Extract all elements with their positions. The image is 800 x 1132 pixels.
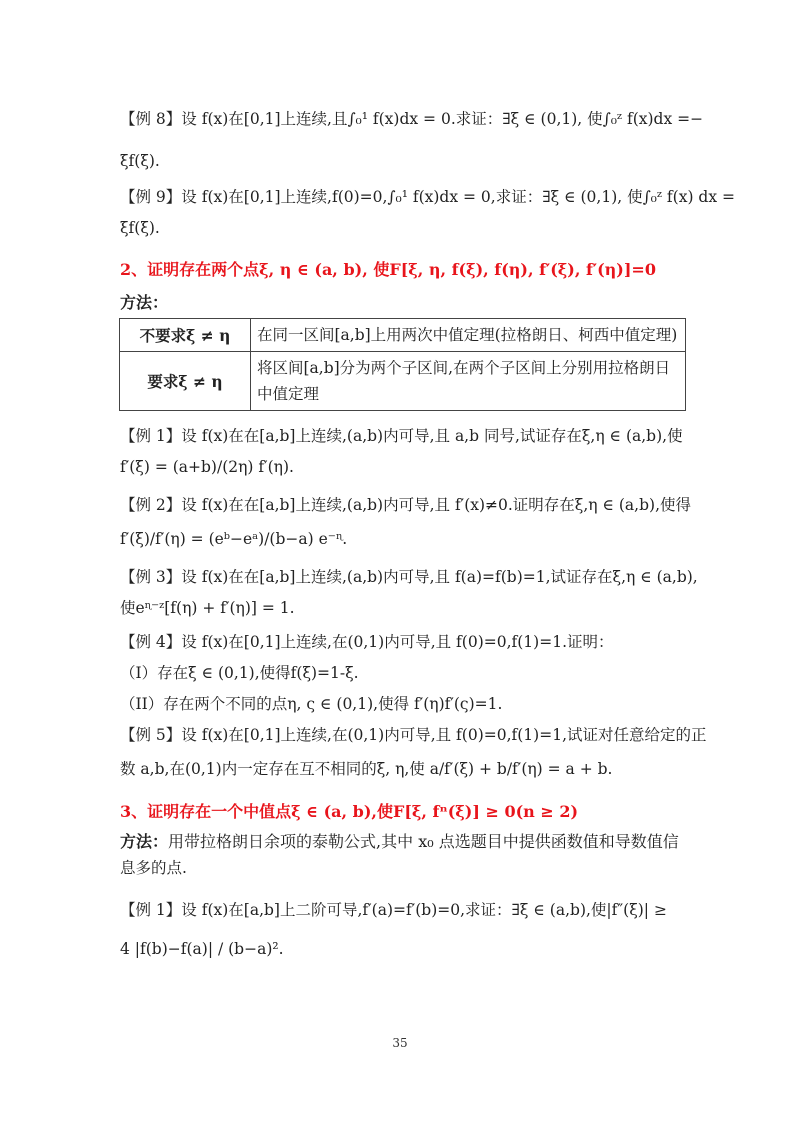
table-cell-value: 将区间[a,b]分为两个子区间,在两个子区间上分别用拉格朗日中值定理 xyxy=(251,352,686,411)
section-3-example-1-line-1: 【例 1】设 f(x)在[a,b]上二阶可导,f′(a)=f′(b)=0,求证：∃ξ ∈ (a,b),使|f″(ξ)| ≥ xyxy=(120,901,667,919)
table-cell-value: 在同一区间[a,b]上用两次中值定理(拉格朗日、柯西中值定理) xyxy=(251,319,686,352)
table-row xyxy=(120,352,686,411)
page-number: 35 xyxy=(392,1036,408,1050)
example-4-part-1: （I）存在ξ ∈ (0,1),使得f(ξ)=1-ξ. xyxy=(120,664,359,682)
section-3-example-1-line-2: 4 |f(b)−f(a)| / (b−a)². xyxy=(120,940,284,958)
example-9-line-2: ξf(ξ). xyxy=(120,219,160,237)
method-table xyxy=(119,318,686,411)
example-4-part-2: （II）存在两个不同的点η, ς ∈ (0,1),使得 f′(η)f′(ς)=1. xyxy=(120,695,503,713)
method-paragraph-continuation: 息多的点. xyxy=(120,859,187,877)
table-cell-key: 要求ξ ≠ η xyxy=(120,352,251,411)
method-text: 用带拉格朗日余项的泰勒公式,其中 x₀ 点选题目中提供函数值和导数值信 xyxy=(168,832,679,851)
example-1-line-1: 【例 1】设 f(x)在在[a,b]上连续,(a,b)内可导,且 a,b 同号,试证存在ξ,η ∈ (a,b),使 xyxy=(120,427,683,445)
method-paragraph-section-3 xyxy=(120,829,679,852)
example-8-line-2: ξf(ξ). xyxy=(120,152,160,170)
example-2-line-2: f′(ξ)/f′(η) = (eᵇ−eᵃ)/(b−a) e⁻ᶯ. xyxy=(120,530,348,548)
example-3-line-2: 使eᶯ⁻ᶻ[f(η) + f′(η)] = 1. xyxy=(120,599,295,617)
example-2-line-1: 【例 2】设 f(x)在在[a,b]上连续,(a,b)内可导,且 f′(x)≠0.证明存在ξ,η ∈ (a,b),使得 xyxy=(120,496,691,514)
example-1-line-2: f′(ξ) = (a+b)/(2η) f′(η). xyxy=(120,458,294,476)
example-5-line-1: 【例 5】设 f(x)在[0,1]上连续,在(0,1)内可导,且 f(0)=0,f(1)=1,试证对任意给定的正 xyxy=(120,726,707,744)
example-9-line-1: 【例 9】设 f(x)在[0,1]上连续,f(0)=0,∫₀¹ f(x)dx = 0,求证：∃ξ ∈ (0,1), 使∫₀ᶻ f(x) dx = xyxy=(120,188,736,206)
section-3-heading: 3、证明存在一个中值点ξ ∈ (a, b),使F[ξ, fⁿ(ξ)] ≥ 0(n ≥ 2) xyxy=(120,802,579,821)
example-4-line-1: 【例 4】设 f(x)在[0,1]上连续,在(0,1)内可导,且 f(0)=0,f(1)=1.证明： xyxy=(120,633,614,651)
table-row xyxy=(120,319,686,352)
method-label-section-2: 方法： xyxy=(120,293,169,312)
example-8-line-1: 【例 8】设 f(x)在[0,1]上连续,且∫₀¹ f(x)dx = 0.求证：∃ξ ∈ (0,1), 使∫₀ᶻ f(x)dx =− xyxy=(120,110,704,128)
section-2-heading: 2、证明存在两个点ξ, η ∈ (a, b), 使F[ξ, η, f(ξ), f(η), f′(ξ), f′(η)]=0 xyxy=(120,260,656,279)
table-cell-key: 不要求ξ ≠ η xyxy=(120,319,251,352)
method-label: 方法： xyxy=(120,832,169,851)
example-5-line-2: 数 a,b,在(0,1)内一定存在互不相同的ξ, η,使 a/f′(ξ) + b/f′(η) = a + b. xyxy=(120,760,613,778)
example-3-line-1: 【例 3】设 f(x)在在[a,b]上连续,(a,b)内可导,且 f(a)=f(b)=1,试证存在ξ,η ∈ (a,b), xyxy=(120,568,698,586)
